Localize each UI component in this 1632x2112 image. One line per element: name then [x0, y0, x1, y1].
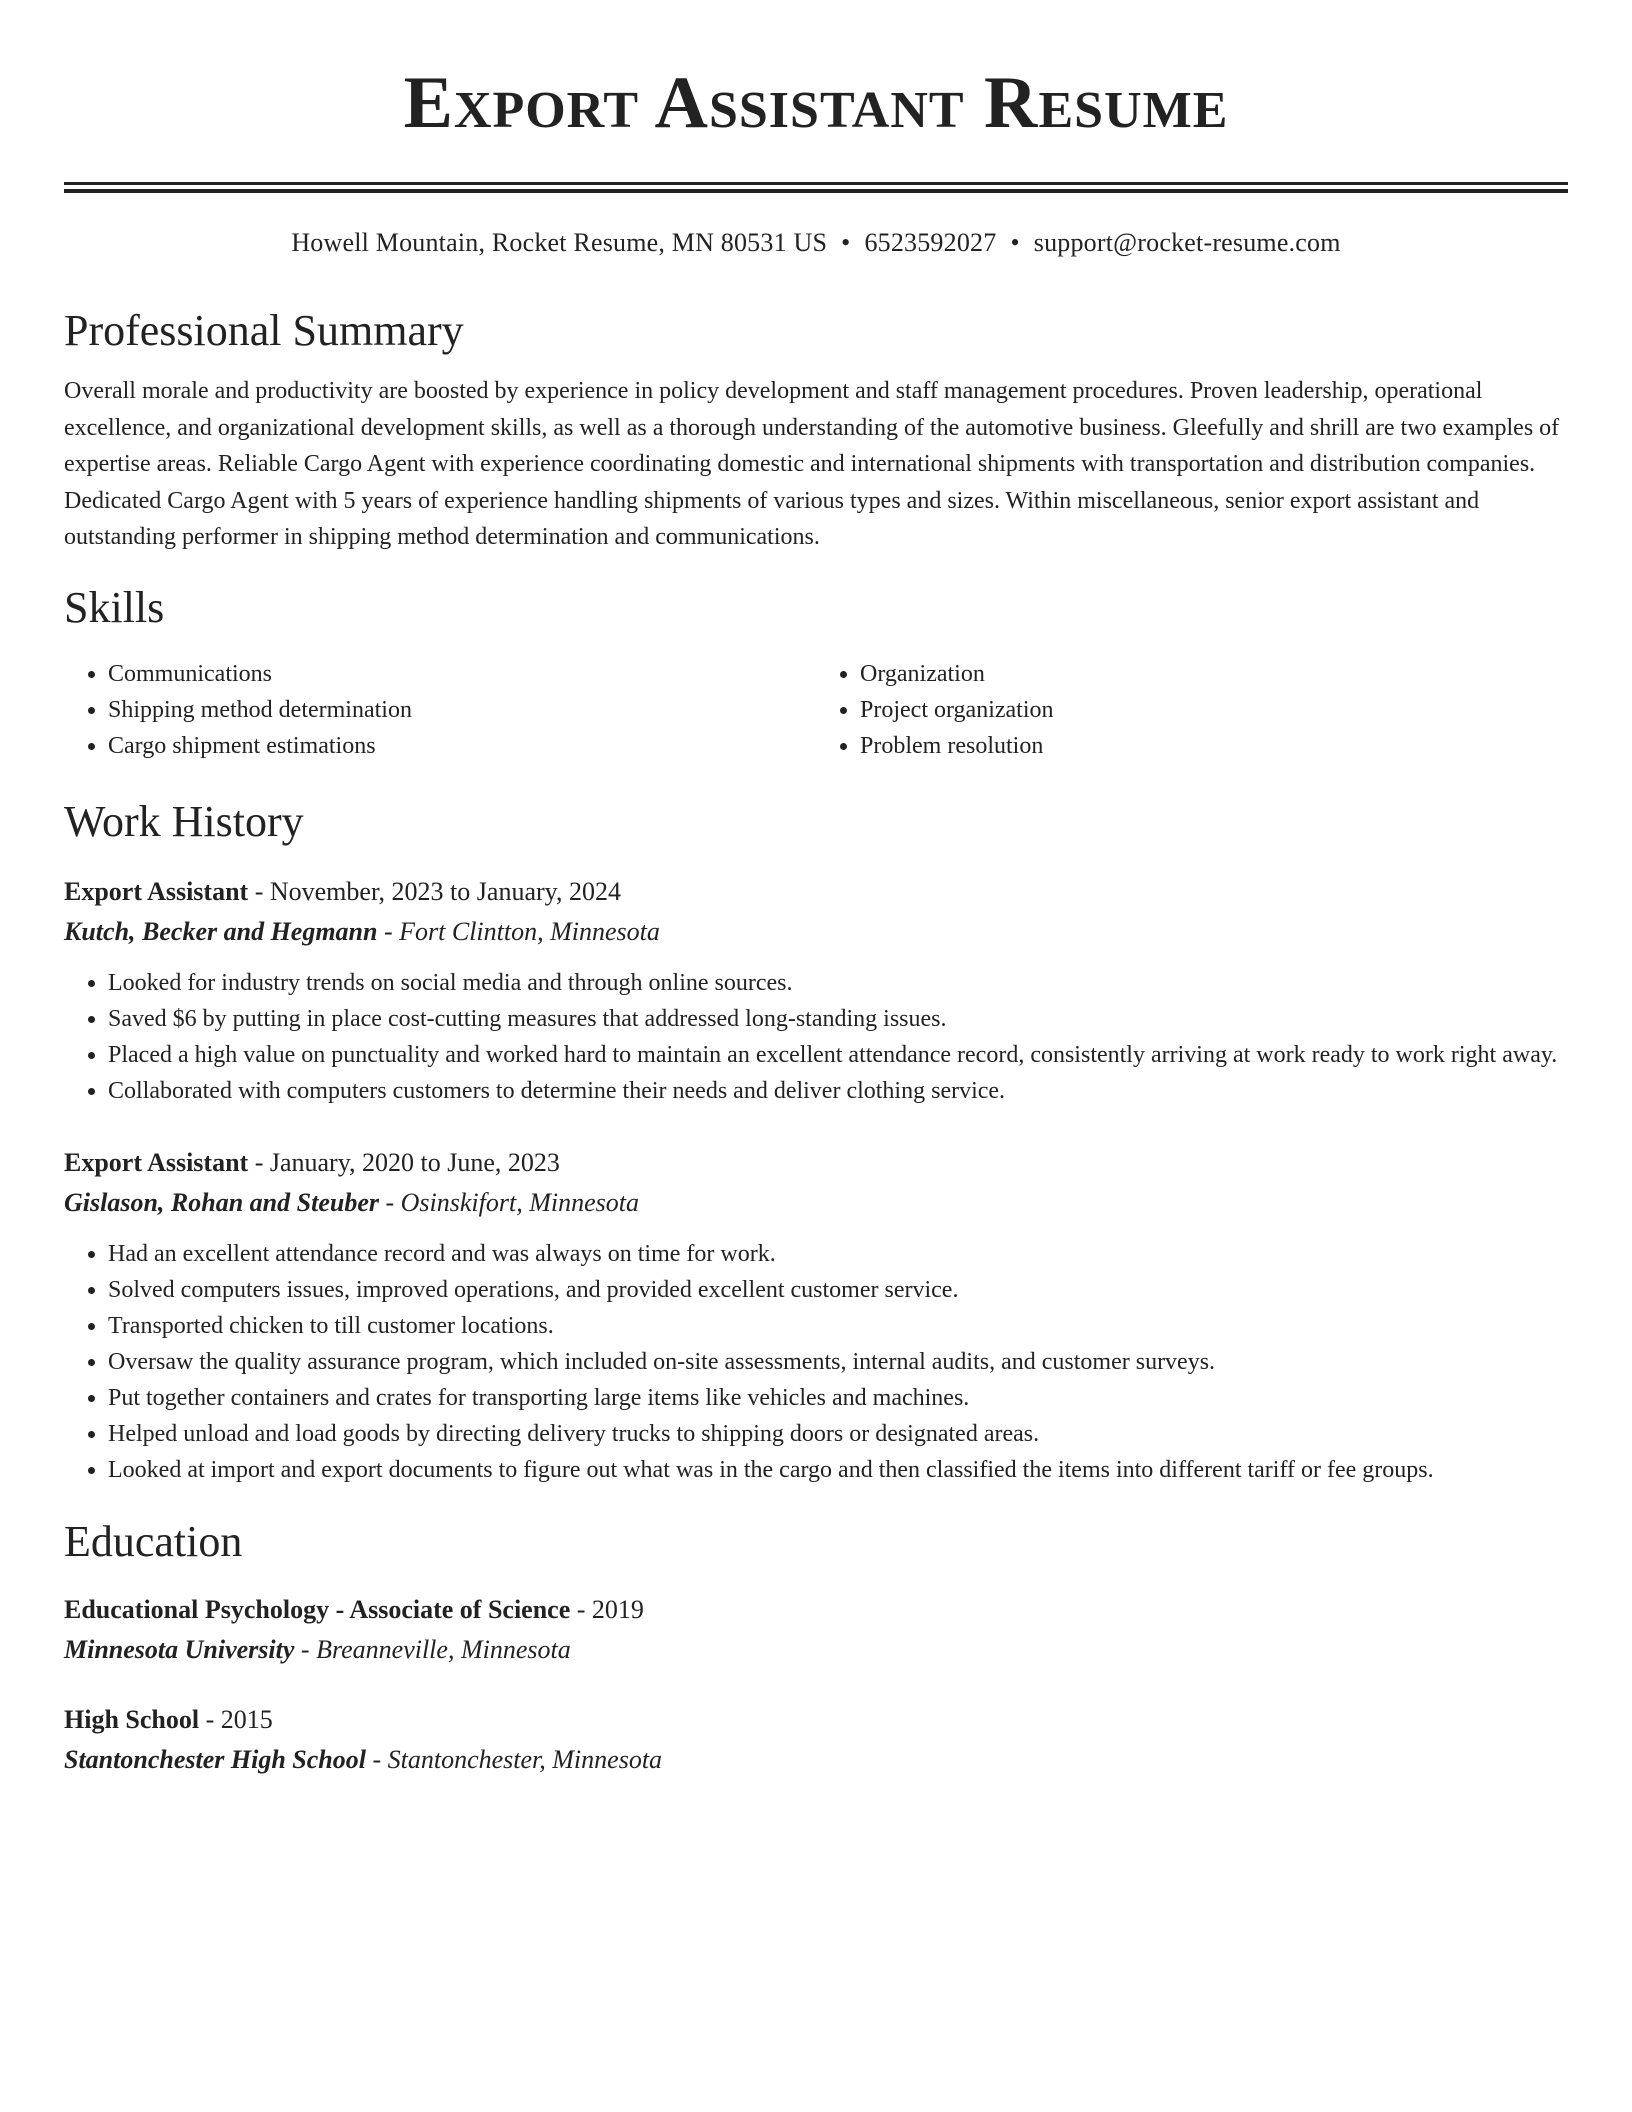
company-name: Kutch, Becker and Hegmann: [64, 916, 378, 946]
degree-name: High School: [64, 1704, 200, 1734]
job-bullet: • Solved computers issues, improved operations, and provided excellent customer service.: [108, 1272, 1568, 1308]
contact-phone: 6523592027: [864, 228, 997, 257]
school-name: Stantonchester High School: [64, 1744, 366, 1774]
school-location: - Breanneville, Minnesota: [294, 1634, 571, 1664]
job-bullet: • Had an excellent attendance record and was always on time for work.: [108, 1236, 1568, 1272]
title-divider: [64, 182, 1568, 193]
job-entry: [64, 1143, 1568, 1488]
summary-text: Overall morale and productivity are boosted by experience in policy development and staff management procedures. Proven leadership, operational excellence, and organizational development skills, as well as a thorough understanding of the automotive business. Gleefully and shrill are two examples of expertise areas. Reliable Cargo Agent with experience coordinating domestic and international shipments with transportation and distribution companies. Dedicated Cargo Agent with 5 years of experience handling shipments of various types and sizes. Within miscellaneous, senior export assistant and outstanding performer in shipping method determination and communications.: [64, 378, 1560, 550]
education-entry: [64, 1590, 1568, 1670]
contact-separator: •: [1010, 228, 1020, 257]
job-bullet: • Looked for industry trends on social media and through online sources.: [108, 965, 1568, 1001]
job-bullet: • Looked at import and export documents to figure out what was in the cargo and then classified the items into different tariff or fee groups.: [108, 1452, 1568, 1488]
skill-item: • Communications: [108, 656, 816, 692]
job-bullet: • Saved $6 by putting in place cost-cutting measures that addressed long-standing issues.: [108, 1001, 1568, 1037]
job-bullets: [64, 965, 1568, 1109]
school-line: [64, 1740, 1568, 1780]
skill-item: • Project organization: [860, 692, 1568, 728]
skills-heading: Skills: [64, 582, 165, 632]
job-title-line: [64, 1143, 1568, 1183]
job-title-line: [64, 872, 1568, 912]
company-line: [64, 912, 1568, 952]
contact-line: [64, 225, 1568, 261]
contact-address: Howell Mountain, Rocket Resume, MN 80531 US: [291, 228, 828, 257]
degree-year: - 2019: [570, 1594, 644, 1624]
education-entry: [64, 1700, 1568, 1780]
skills-column-right: [816, 656, 1568, 764]
degree-line: [64, 1700, 1568, 1740]
school-line: [64, 1630, 1568, 1670]
company-line: [64, 1183, 1568, 1223]
school-location: - Stantonchester, Minnesota: [365, 1744, 663, 1774]
degree-line: [64, 1590, 1568, 1630]
work-history-heading: Work History: [64, 796, 304, 846]
resume-title: Export Assistant Resume: [403, 62, 1229, 144]
degree-year: - 2015: [199, 1704, 273, 1734]
job-bullet: • Placed a high value on punctuality and worked hard to maintain an excellent attendance record, consistently arriving at work ready to work right away.: [108, 1037, 1568, 1073]
job-title: Export Assistant: [64, 1147, 249, 1177]
company-location: - Osinskifort, Minnesota: [378, 1187, 639, 1217]
job-bullet: • Collaborated with computers customers to determine their needs and deliver clothing service.: [108, 1073, 1568, 1109]
education-heading: Education: [64, 1516, 243, 1566]
contact-email: support@rocket-resume.com: [1033, 228, 1341, 257]
company-location: - Fort Clintton, Minnesota: [377, 916, 660, 946]
skill-item: • Cargo shipment estimations: [108, 728, 816, 764]
job-dates: - January, 2020 to June, 2023: [248, 1147, 560, 1177]
job-bullet: • Helped unload and load goods by directing delivery trucks to shipping doors or designated areas.: [108, 1416, 1568, 1452]
skills-list: [64, 656, 1568, 764]
degree-name: Educational Psychology - Associate of Science: [64, 1594, 571, 1624]
job-bullets: [64, 1236, 1568, 1488]
job-entry: [64, 872, 1568, 1109]
skill-item: • Problem resolution: [860, 728, 1568, 764]
job-bullet: • Oversaw the quality assurance program, which included on-site assessments, internal audits, and customer surveys.: [108, 1344, 1568, 1380]
skill-item: • Shipping method determination: [108, 692, 816, 728]
contact-separator: •: [841, 228, 851, 257]
job-dates: - November, 2023 to January, 2024: [248, 876, 621, 906]
summary-heading: Professional Summary: [64, 306, 464, 355]
job-bullet: • Put together containers and crates for transporting large items like vehicles and machines.: [108, 1380, 1568, 1416]
job-title: Export Assistant: [64, 876, 249, 906]
job-bullet: • Transported chicken to till customer locations.: [108, 1308, 1568, 1344]
skill-item: • Organization: [860, 656, 1568, 692]
company-name: Gislason, Rohan and Steuber: [64, 1187, 379, 1217]
school-name: Minnesota University: [64, 1634, 295, 1664]
skills-column-left: [64, 656, 816, 764]
